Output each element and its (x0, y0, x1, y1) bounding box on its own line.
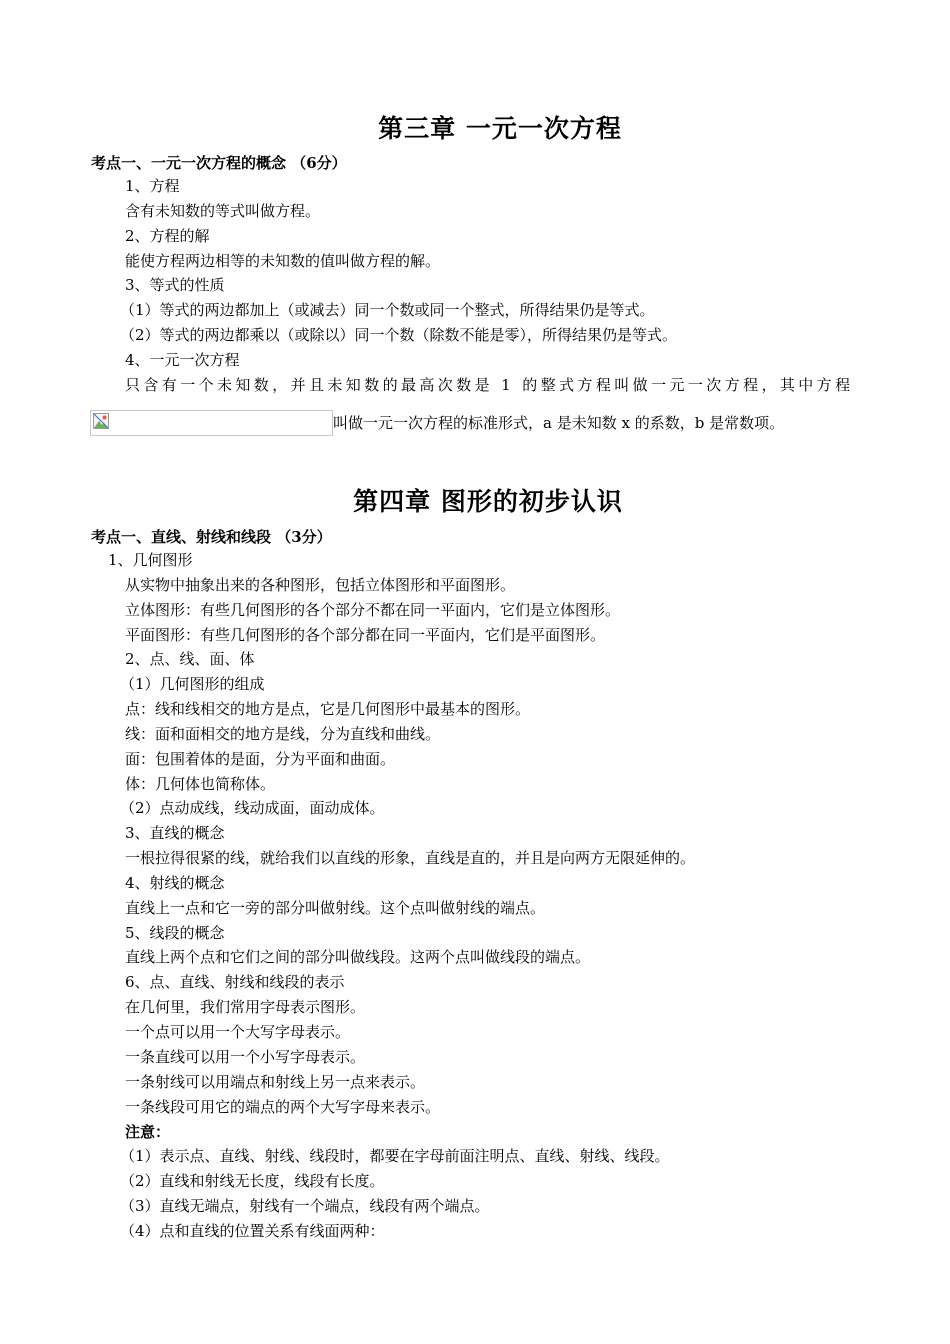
ch4-line-22: 一条射线可以用端点和射线上另一点来表示。 (125, 1073, 426, 1091)
chapter3-section1-heading: 考点一、一元一次方程的概念 （6分） (91, 154, 347, 172)
ch4-line-14: 4、射线的概念 (125, 874, 225, 892)
ch3-line-1: 1、方程 (125, 177, 180, 195)
broken-image-icon (93, 413, 109, 429)
ch4-line-2: 从实物中抽象出来的各种图形，包括立体图形和平面图形。 (125, 576, 516, 594)
ch4-line-9: 面：包围着体的是面，分为平面和曲面。 (125, 750, 396, 768)
ch3-line-4: 能使方程两边相等的未知数的值叫做方程的解。 (125, 252, 441, 270)
ch4-line-23: 一条线段可用它的端点的两个大写字母来表示。 (125, 1098, 441, 1116)
ch3-line-7: （2）等式的两边都乘以（或除以）同一个数（除数不能是零），所得结果仍是等式。 (120, 326, 678, 344)
ch4-line-18: 6、点、直线、射线和线段的表示 (125, 973, 345, 991)
ch4-line-6: （1）几何图形的组成 (120, 675, 265, 693)
ch3-line-3: 2、方程的解 (125, 227, 210, 245)
ch4-line-3: 立体图形：有些几何图形的各个部分不都在同一平面内，它们是立体图形。 (125, 601, 621, 619)
ch4-line-27: （3）直线无端点，射线有一个端点，线段有两个端点。 (120, 1197, 490, 1215)
ch4-line-7: 点：线和线相交的地方是点，它是几何图形中最基本的图形。 (125, 700, 531, 718)
equation-image (90, 410, 333, 436)
ch4-line-19: 在几何里，我们常用字母表示图形。 (125, 998, 366, 1016)
ch4-line-15: 直线上一点和它一旁的部分叫做射线。这个点叫做射线的端点。 (125, 899, 546, 917)
ch3-line-6: （1）等式的两边都加上（或减去）同一个数或同一个整式，所得结果仍是等式。 (120, 301, 655, 319)
ch4-line-8: 线：面和面相交的地方是线，分为直线和曲线。 (125, 725, 441, 743)
ch3-line-9: 只含有一个未知数，并且未知数的最高次数是 1 的整式方程叫做一元一次方程，其中方程 (125, 376, 854, 394)
ch4-line-1: 1、几何图形 (108, 551, 193, 569)
ch4-line-4: 平面图形：有些几何图形的各个部分都在同一平面内，它们是平面图形。 (125, 626, 606, 644)
ch4-line-26: （2）直线和射线无长度，线段有长度。 (120, 1172, 385, 1190)
ch4-line-21: 一条直线可以用一个小写字母表示。 (125, 1048, 366, 1066)
ch4-line-25: （1）表示点、直线、射线、线段时，都要在字母前面注明点、直线、射线、线段。 (120, 1147, 670, 1165)
ch4-note-label: 注意： (125, 1123, 171, 1141)
ch4-line-5: 2、点、线、面、体 (125, 650, 255, 668)
chapter3-title: 第三章 一元一次方程 (378, 114, 622, 143)
ch4-line-16: 5、线段的概念 (125, 924, 225, 942)
ch3-line-8: 4、一元一次方程 (125, 351, 240, 369)
ch4-line-13: 一根拉得很紧的线，就给我们以直线的形象，直线是直的，并且是向两方无限延伸的。 (125, 849, 696, 867)
ch4-line-12: 3、直线的概念 (125, 824, 225, 842)
ch3-line-10: 叫做一元一次方程的标准形式，a 是未知数 x 的系数，b 是常数项。 (333, 414, 785, 432)
ch4-line-28: （4）点和直线的位置关系有线面两种： (120, 1222, 385, 1240)
ch3-line-5: 3、等式的性质 (125, 276, 225, 294)
ch4-line-10: 体：几何体也简称体。 (125, 775, 276, 793)
ch4-line-11: （2）点动成线，线动成面，面动成体。 (120, 799, 385, 817)
ch3-line-2: 含有未知数的等式叫做方程。 (125, 202, 321, 220)
ch4-line-17: 直线上两个点和它们之间的部分叫做线段。这两个点叫做线段的端点。 (125, 948, 591, 966)
chapter4-title: 第四章 图形的初步认识 (353, 487, 623, 516)
ch4-line-20: 一个点可以用一个大写字母表示。 (125, 1023, 351, 1041)
chapter4-section1-heading: 考点一、直线、射线和线段 （3分） (91, 528, 332, 546)
